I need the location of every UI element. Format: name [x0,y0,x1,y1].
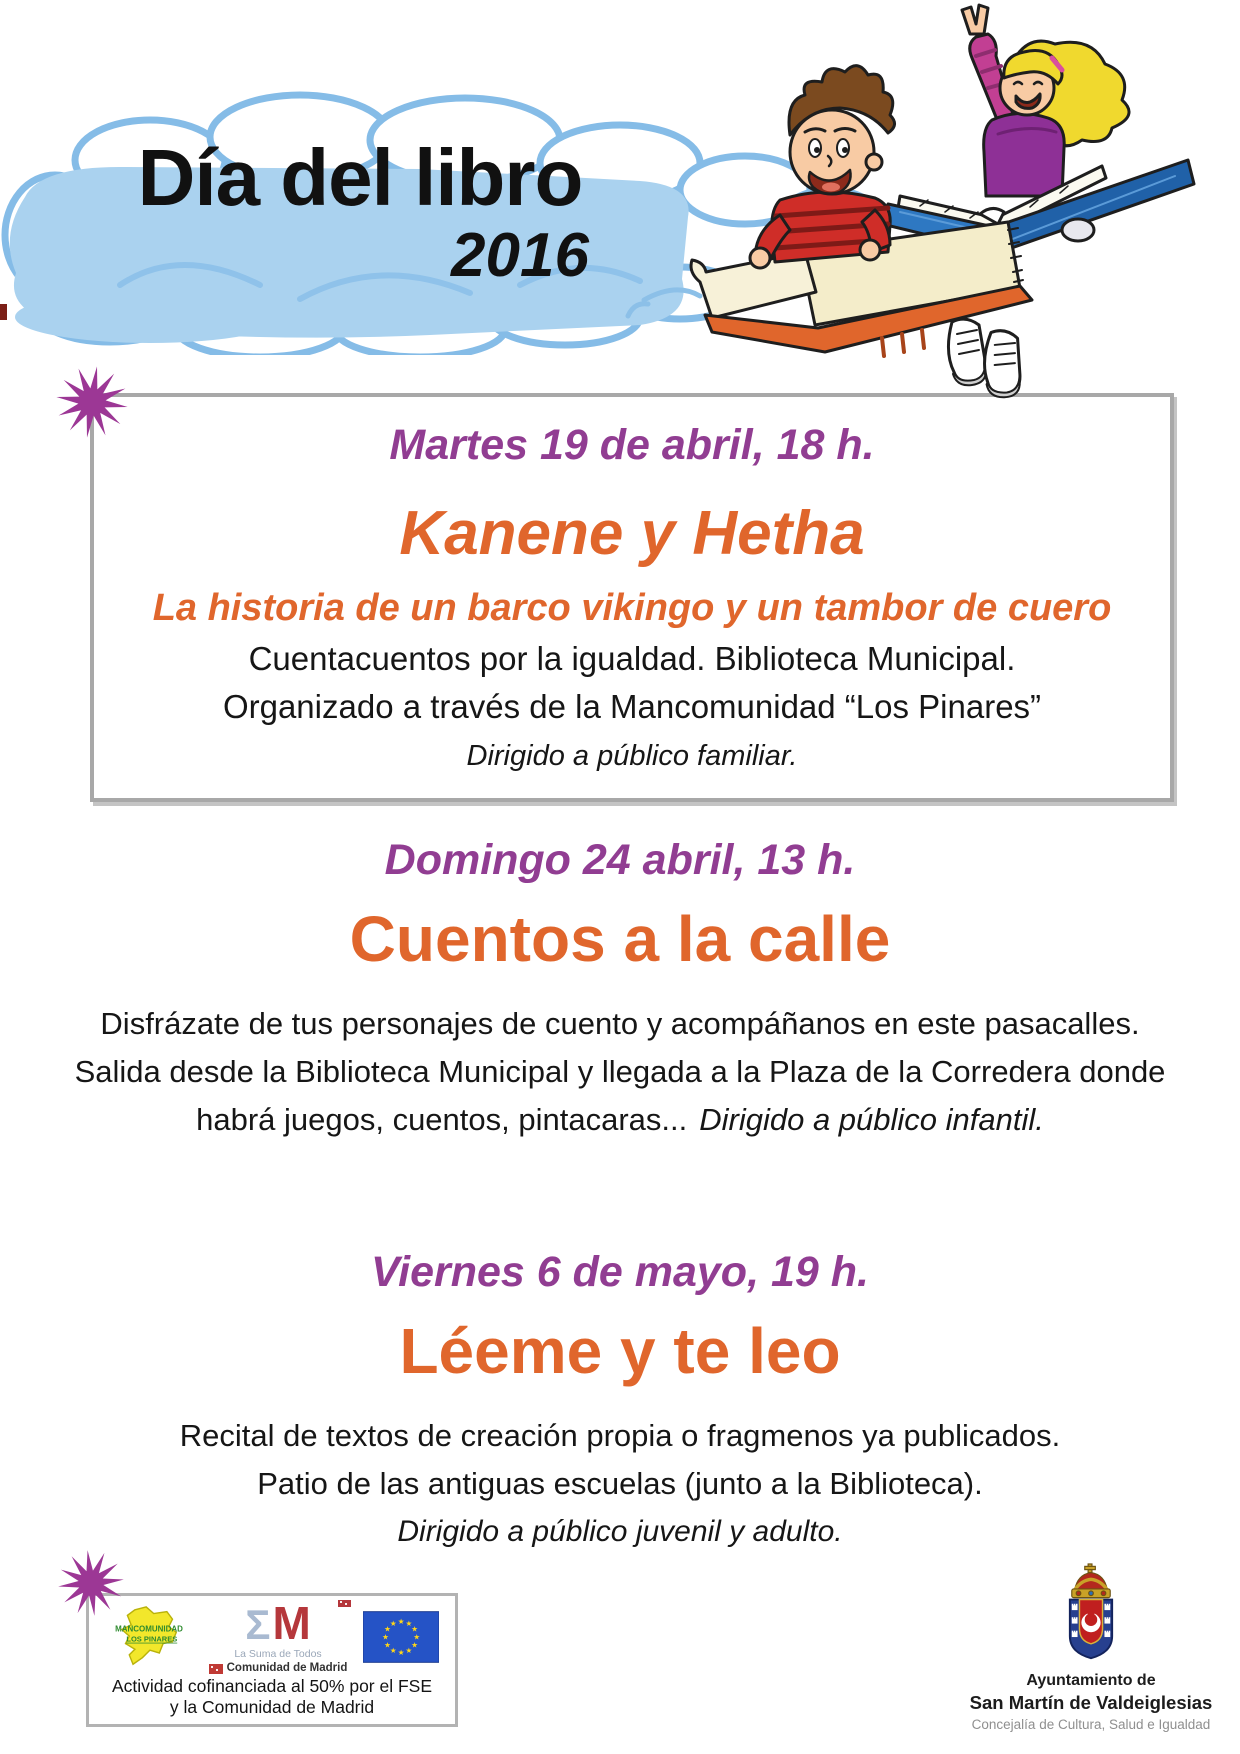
event-2-line3 [0,1096,1240,1144]
san-martin-coat-of-arms [1051,1563,1131,1663]
eu-flag-icon [363,1611,439,1663]
event-3-audience: Dirigido a público juvenil y adulto. [397,1515,843,1548]
svg-text:★: ★ [384,1640,392,1650]
mancomunidad-text-2: LOS PINARES [126,1634,177,1644]
event-2-audience: Dirigido a público infantil. [699,1102,1044,1137]
svg-text:★: ★ [398,1616,405,1626]
madrid-m-glyph: M [272,1596,311,1649]
event-2-line1: Disfrázate de tus personajes de cuento y acompáñanos en este pasacalles. [100,1006,1140,1041]
council-line3: Concejalía de Cultura, Salud e Igualdad [971,1717,1211,1732]
event-3-description [0,1412,1240,1556]
cloud-edge-artifact [0,304,7,320]
event-2-line3-text: habrá juegos, cuentos, pintacaras... [196,1102,688,1137]
comunidad-madrid-flag-icon [209,1664,223,1674]
svg-text:★: ★ [384,1624,392,1634]
svg-text:★: ★ [390,1618,397,1628]
svg-text:★: ★ [413,1632,421,1642]
event-1-line2: Organizado a través de la Mancomunidad “Los Pinares” [222,688,1042,725]
event-2-line2: Salida desde la Biblioteca Municipal y llegada a la Plaza de la Corredera donde [74,1054,1166,1089]
funding-caption-line2: y la Comunidad de Madrid [169,1697,375,1717]
poster-title: Día del libro [137,133,583,222]
funding-box [86,1593,458,1727]
poster-year: 2016 [451,221,589,290]
svg-text:★: ★ [411,1624,419,1634]
star-burst-icon [51,361,132,442]
funding-caption [89,1676,455,1718]
svg-text:★: ★ [382,1632,390,1642]
event-1-title: Kanene y Hetha [399,499,865,568]
comunidad-madrid-name: Comunidad de Madrid [226,1662,348,1674]
svg-text:★: ★ [398,1648,405,1658]
madrid-flag-mark [338,1600,351,1607]
funding-caption-line1: Actividad cofinanciada al 50% por el FSE [111,1676,433,1696]
svg-text:★: ★ [411,1640,419,1650]
event-3-line1: Recital de textos de creación propia o fragmenos ya publicados. [179,1418,1061,1453]
council-line1: Ayuntamiento de [1026,1672,1156,1689]
funding-logos-row [89,1596,455,1674]
event-2-date: Domingo 24 abril, 13 h. [384,836,856,884]
council-block [960,1563,1222,1732]
star-burst-icon [55,1547,128,1620]
event-1-subtitle: La historia de un barco vikingo y un tambor de cuero [152,587,1112,629]
event-3-title: Léeme y te leo [399,1315,841,1387]
event-3-section [0,1248,1240,1556]
children-flying-on-books-illustration [600,0,1240,400]
mancomunidad-los-pinares-logo [105,1606,193,1668]
madrid-slogan: La Suma de Todos [234,1647,322,1660]
comunidad-de-madrid-logo [209,1596,348,1675]
svg-text:★: ★ [390,1646,397,1656]
event-3-date: Viernes 6 de mayo, 19 h. [371,1248,869,1296]
svg-text:★: ★ [405,1646,413,1656]
event-1-audience: Dirigido a público familiar. [466,740,798,772]
event-2-title: Cuentos a la calle [349,903,891,975]
madrid-sigma-glyph: Σ [245,1600,271,1648]
event-2-section [0,836,1240,1144]
event-1-date: Martes 19 de abril, 18 h. [389,421,875,469]
svg-text:★: ★ [405,1618,413,1628]
council-line2: San Martín de Valdeiglesias [969,1692,1213,1713]
event-1-box [90,393,1174,802]
mancomunidad-text-1: MANCOMUNIDAD [114,1624,183,1634]
event-1-line1: Cuentacuentos por la igualdad. Biblioteca Municipal. [248,640,1016,677]
event-3-line2: Patio de las antiguas escuelas (junto a la Biblioteca). [257,1466,983,1501]
event-2-description [0,1000,1240,1144]
